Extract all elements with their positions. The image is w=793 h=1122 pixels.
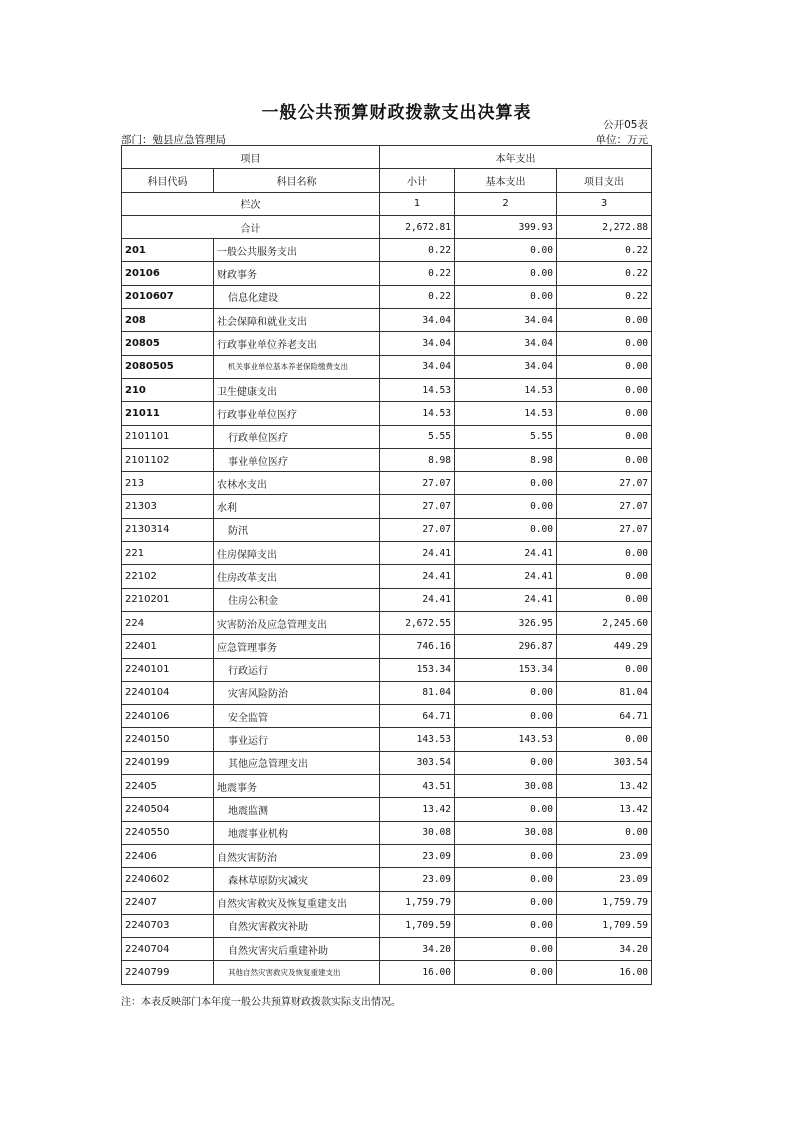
row-basic: 0.00 (455, 844, 557, 867)
table-row (122, 309, 652, 332)
row-basic: 34.04 (455, 309, 557, 332)
table-row (122, 635, 652, 658)
row-basic: 0.00 (455, 868, 557, 891)
row-code: 2240104 (122, 681, 214, 704)
row-basic: 14.53 (455, 378, 557, 401)
table-row (122, 938, 652, 961)
row-code: 22401 (122, 635, 214, 658)
column-number-1: 1 (380, 192, 455, 215)
column-number-2: 2 (455, 192, 557, 215)
row-project: 0.00 (557, 448, 652, 471)
row-basic: 0.00 (455, 751, 557, 774)
row-name: 事业单位医疗 (214, 448, 380, 471)
header-code: 科目代码 (122, 169, 214, 192)
row-project: 0.00 (557, 658, 652, 681)
row-subtotal: 143.53 (380, 728, 455, 751)
row-basic: 30.08 (455, 775, 557, 798)
table-row (122, 775, 652, 798)
row-subtotal: 81.04 (380, 681, 455, 704)
row-basic: 30.08 (455, 821, 557, 844)
row-name: 行政运行 (214, 658, 380, 681)
row-name: 住房保障支出 (214, 542, 380, 565)
row-project: 0.00 (557, 728, 652, 751)
table-row (122, 658, 652, 681)
row-basic: 0.00 (455, 961, 557, 984)
row-name: 灾害风险防治 (214, 681, 380, 704)
row-basic: 143.53 (455, 728, 557, 751)
row-basic: 0.00 (455, 914, 557, 937)
row-name: 其他应急管理支出 (214, 751, 380, 774)
table-row (122, 891, 652, 914)
row-subtotal: 13.42 (380, 798, 455, 821)
row-project: 0.00 (557, 378, 652, 401)
table-row (122, 378, 652, 401)
row-name: 财政事务 (214, 262, 380, 285)
row-project: 1,759.79 (557, 891, 652, 914)
table-row (122, 751, 652, 774)
row-code: 224 (122, 611, 214, 634)
row-project: 303.54 (557, 751, 652, 774)
row-project: 27.07 (557, 495, 652, 518)
row-code: 2101102 (122, 448, 214, 471)
footnote: 注：本表反映部门本年度一般公共预算财政拨款实际支出情况。 (121, 997, 401, 1008)
row-code: 208 (122, 309, 214, 332)
table-row (122, 472, 652, 495)
row-basic: 34.04 (455, 332, 557, 355)
row-code: 22102 (122, 565, 214, 588)
row-name: 地震监测 (214, 798, 380, 821)
expenditure-table (121, 145, 652, 985)
table-row (122, 611, 652, 634)
row-code: 22406 (122, 844, 214, 867)
row-subtotal: 27.07 (380, 495, 455, 518)
page-title: 一般公共预算财政拨款支出决算表 (261, 103, 532, 123)
row-basic: 153.34 (455, 658, 557, 681)
row-subtotal: 30.08 (380, 821, 455, 844)
row-subtotal: 8.98 (380, 448, 455, 471)
header-row-1 (122, 146, 652, 169)
row-subtotal: 64.71 (380, 705, 455, 728)
row-code: 2240799 (122, 961, 214, 984)
department-label: 部门：勉县应急管理局 (121, 134, 226, 146)
row-basic: 34.04 (455, 355, 557, 378)
row-basic: 14.53 (455, 402, 557, 425)
row-basic: 24.41 (455, 542, 557, 565)
row-name: 一般公共服务支出 (214, 239, 380, 262)
row-code: 201 (122, 239, 214, 262)
row-code: 21011 (122, 402, 214, 425)
row-basic: 8.98 (455, 448, 557, 471)
table-row (122, 961, 652, 984)
row-subtotal: 34.20 (380, 938, 455, 961)
row-project: 2,245.60 (557, 611, 652, 634)
row-name: 自然灾害防治 (214, 844, 380, 867)
row-project: 81.04 (557, 681, 652, 704)
row-project: 27.07 (557, 518, 652, 541)
row-subtotal: 5.55 (380, 425, 455, 448)
row-project: 0.00 (557, 542, 652, 565)
table-row (122, 798, 652, 821)
row-project: 0.00 (557, 588, 652, 611)
row-name: 地震事务 (214, 775, 380, 798)
row-code: 2210201 (122, 588, 214, 611)
row-name: 自然灾害救灾及恢复重建支出 (214, 891, 380, 914)
table-row (122, 285, 652, 308)
row-subtotal: 34.04 (380, 332, 455, 355)
row-name: 事业运行 (214, 728, 380, 751)
form-number: 公开05表 (603, 119, 648, 131)
row-subtotal: 303.54 (380, 751, 455, 774)
row-subtotal: 24.41 (380, 565, 455, 588)
row-name: 水利 (214, 495, 380, 518)
row-subtotal: 24.41 (380, 588, 455, 611)
row-basic: 0.00 (455, 798, 557, 821)
row-code: 2101101 (122, 425, 214, 448)
total-row (122, 215, 652, 238)
table-row (122, 425, 652, 448)
table-row (122, 402, 652, 425)
row-code: 2240106 (122, 705, 214, 728)
row-project: 1,709.59 (557, 914, 652, 937)
row-code: 2240504 (122, 798, 214, 821)
row-name: 防汛 (214, 518, 380, 541)
total-subtotal: 2,672.81 (380, 215, 455, 238)
row-name: 地震事业机构 (214, 821, 380, 844)
row-basic: 0.00 (455, 518, 557, 541)
row-name: 自然灾害救灾补助 (214, 914, 380, 937)
row-subtotal: 27.07 (380, 518, 455, 541)
row-subtotal: 746.16 (380, 635, 455, 658)
table-row (122, 239, 652, 262)
row-name: 森林草原防灾减灾 (214, 868, 380, 891)
row-basic: 296.87 (455, 635, 557, 658)
row-name: 住房公积金 (214, 588, 380, 611)
row-subtotal: 23.09 (380, 844, 455, 867)
table-row (122, 868, 652, 891)
table-row (122, 495, 652, 518)
table-row (122, 448, 652, 471)
row-name: 信息化建设 (214, 285, 380, 308)
row-code: 2240704 (122, 938, 214, 961)
row-name: 住房改革支出 (214, 565, 380, 588)
row-subtotal: 0.22 (380, 239, 455, 262)
header-name: 科目名称 (214, 169, 380, 192)
row-name: 卫生健康支出 (214, 378, 380, 401)
table-row (122, 681, 652, 704)
column-number-3: 3 (557, 192, 652, 215)
row-subtotal: 2,672.55 (380, 611, 455, 634)
row-name: 农林水支出 (214, 472, 380, 495)
row-name: 行政事业单位养老支出 (214, 332, 380, 355)
row-project: 0.22 (557, 239, 652, 262)
row-code: 210 (122, 378, 214, 401)
row-subtotal: 0.22 (380, 285, 455, 308)
row-project: 0.00 (557, 425, 652, 448)
row-subtotal: 0.22 (380, 262, 455, 285)
row-code: 2080505 (122, 355, 214, 378)
header-project-expenditure: 项目支出 (557, 169, 652, 192)
row-subtotal: 43.51 (380, 775, 455, 798)
table-row (122, 332, 652, 355)
row-code: 2240199 (122, 751, 214, 774)
header-basic: 基本支出 (455, 169, 557, 192)
row-basic: 0.00 (455, 472, 557, 495)
row-basic: 0.00 (455, 891, 557, 914)
row-basic: 0.00 (455, 681, 557, 704)
table-row (122, 914, 652, 937)
row-project: 449.29 (557, 635, 652, 658)
total-label: 合计 (122, 215, 380, 238)
row-subtotal: 14.53 (380, 402, 455, 425)
row-subtotal: 27.07 (380, 472, 455, 495)
row-basic: 24.41 (455, 588, 557, 611)
row-basic: 0.00 (455, 239, 557, 262)
row-code: 2240150 (122, 728, 214, 751)
row-project: 0.00 (557, 402, 652, 425)
row-name: 社会保障和就业支出 (214, 309, 380, 332)
row-basic: 0.00 (455, 938, 557, 961)
row-code: 221 (122, 542, 214, 565)
row-name: 其他自然灾害救灾及恢复重建支出 (214, 961, 380, 984)
table-row (122, 518, 652, 541)
row-code: 2130314 (122, 518, 214, 541)
row-subtotal: 14.53 (380, 378, 455, 401)
row-project: 0.00 (557, 355, 652, 378)
row-project: 0.00 (557, 565, 652, 588)
row-code: 21303 (122, 495, 214, 518)
table-row (122, 588, 652, 611)
header-current-year: 本年支出 (380, 146, 652, 169)
table-row (122, 565, 652, 588)
column-number-row (122, 192, 652, 215)
row-code: 2240703 (122, 914, 214, 937)
row-basic: 0.00 (455, 705, 557, 728)
row-subtotal: 1,709.59 (380, 914, 455, 937)
row-subtotal: 16.00 (380, 961, 455, 984)
row-project: 13.42 (557, 775, 652, 798)
table-row (122, 728, 652, 751)
table-row (122, 542, 652, 565)
row-code: 20805 (122, 332, 214, 355)
row-code: 22405 (122, 775, 214, 798)
table-row (122, 844, 652, 867)
row-project: 0.22 (557, 285, 652, 308)
table-body (122, 239, 652, 985)
row-project: 16.00 (557, 961, 652, 984)
row-subtotal: 23.09 (380, 868, 455, 891)
row-basic: 0.00 (455, 495, 557, 518)
row-name: 灾害防治及应急管理支出 (214, 611, 380, 634)
row-project: 0.22 (557, 262, 652, 285)
row-code: 2010607 (122, 285, 214, 308)
table-row (122, 705, 652, 728)
row-basic: 0.00 (455, 262, 557, 285)
unit-label: 单位：万元 (595, 134, 648, 146)
table-row (122, 355, 652, 378)
row-project: 0.00 (557, 309, 652, 332)
row-subtotal: 1,759.79 (380, 891, 455, 914)
header-subtotal: 小计 (380, 169, 455, 192)
total-basic: 399.93 (455, 215, 557, 238)
row-name: 应急管理事务 (214, 635, 380, 658)
column-number-label: 栏次 (122, 192, 380, 215)
row-project: 0.00 (557, 821, 652, 844)
row-name: 行政单位医疗 (214, 425, 380, 448)
row-subtotal: 34.04 (380, 309, 455, 332)
row-code: 213 (122, 472, 214, 495)
row-project: 34.20 (557, 938, 652, 961)
row-name: 安全监管 (214, 705, 380, 728)
row-project: 23.09 (557, 868, 652, 891)
row-code: 2240550 (122, 821, 214, 844)
row-project: 64.71 (557, 705, 652, 728)
row-basic: 5.55 (455, 425, 557, 448)
row-code: 20106 (122, 262, 214, 285)
row-code: 2240602 (122, 868, 214, 891)
row-subtotal: 153.34 (380, 658, 455, 681)
row-project: 13.42 (557, 798, 652, 821)
row-name: 行政事业单位医疗 (214, 402, 380, 425)
row-name: 自然灾害灾后重建补助 (214, 938, 380, 961)
total-project: 2,272.88 (557, 215, 652, 238)
header-row-2 (122, 169, 652, 192)
row-basic: 326.95 (455, 611, 557, 634)
table-row (122, 821, 652, 844)
row-code: 22407 (122, 891, 214, 914)
header-project: 项目 (122, 146, 380, 169)
row-name: 机关事业单位基本养老保险缴费支出 (214, 355, 380, 378)
row-basic: 0.00 (455, 285, 557, 308)
row-project: 0.00 (557, 332, 652, 355)
row-project: 27.07 (557, 472, 652, 495)
table-row (122, 262, 652, 285)
row-project: 23.09 (557, 844, 652, 867)
row-subtotal: 34.04 (380, 355, 455, 378)
row-subtotal: 24.41 (380, 542, 455, 565)
row-basic: 24.41 (455, 565, 557, 588)
row-code: 2240101 (122, 658, 214, 681)
